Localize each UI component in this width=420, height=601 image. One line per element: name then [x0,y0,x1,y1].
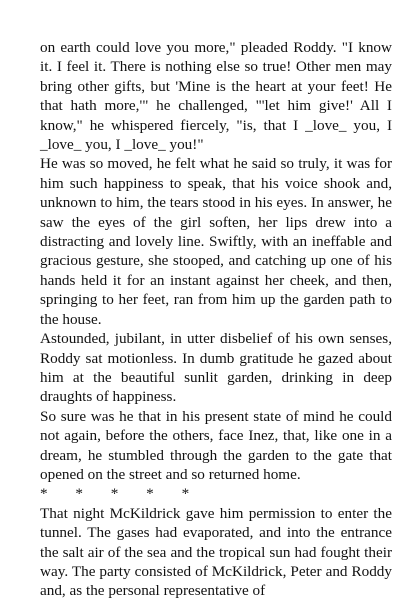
paragraph: So sure was he that in his present state of mind he could not again, before the others, face Inez, that, like one in a dream, he stumbled through the garden to the gate that opened on the street and so returned home. [40,407,392,483]
section-separator: * * * * * [40,485,190,503]
paragraph: on earth could love you more," pleaded Roddy. "I know it. I feel it. There is nothing else so true! Other men may bring other gifts, but 'Mine is the heart at your feet! He that hath more,'" he challenged, "'let him give!' All I know," he whispered fiercely, "is, that I _love_ you, I _love_ you, I _love_ you!" [40,39,392,154]
paragraph: That night McKildrick gave him permission to enter the tunnel. The gases had evaporated, and into the entrance the salt air of the sea and the tropical sun had fought their way. The party consisted of McKildrick, Peter and Roddy and, as the personal representative of [40,504,392,600]
paragraph: Astounded, jubilant, in utter disbelief of his own senses, Roddy sat motionless. In dumb gratitude he gazed about him at the beautiful sunlit garden, drinking in deep draughts of happiness. [40,330,392,406]
document-page [40,38,392,601]
paragraph: He was so moved, he felt what he said so truly, it was for him such happiness to speak, that his voice shook and, unknown to him, the tears stood in his eyes. In answer, he saw the eyes of the girl soften, her lips drew into a distracting and lovely line. Swiftly, with an ineffable and gracious gesture, she stooped, and catching up one of his hands held it for an instant against her cheek, and then, springing to her feet, ran from him up the garden path to the house. [40,155,392,328]
